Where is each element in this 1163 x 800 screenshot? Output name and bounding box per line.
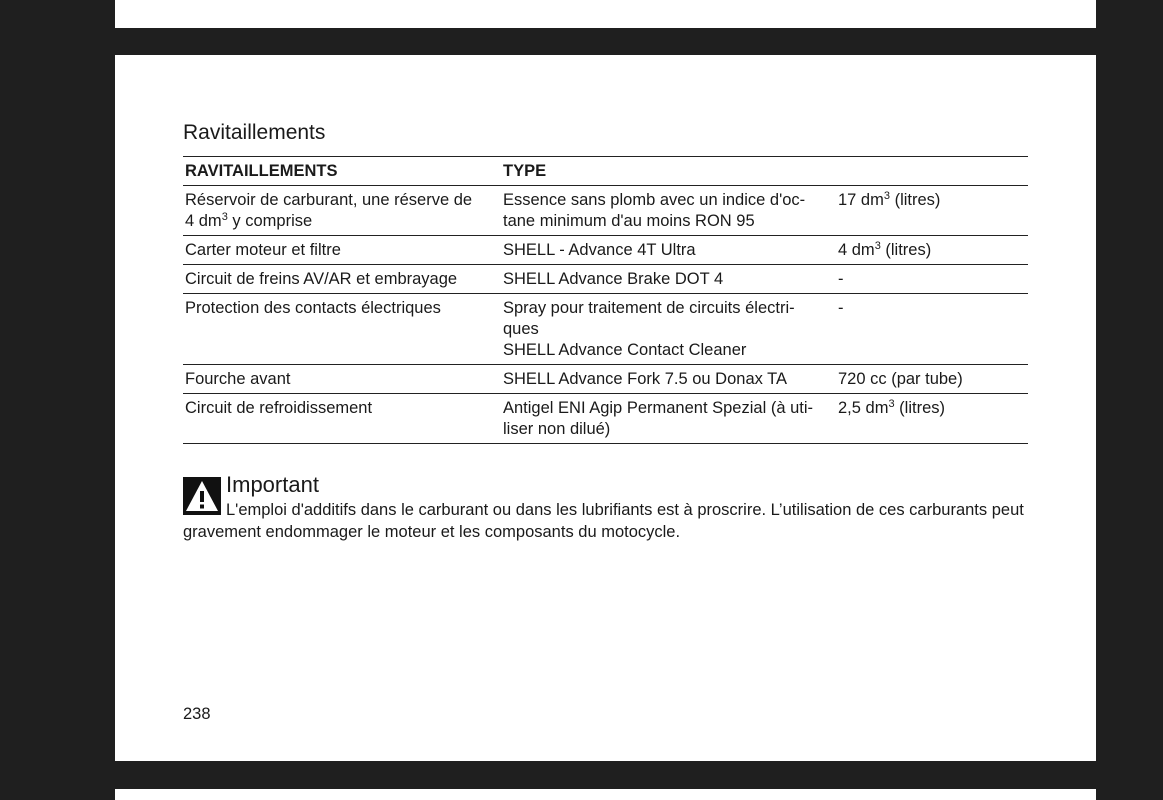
next-page-edge xyxy=(115,789,1096,800)
table-row xyxy=(183,186,1028,236)
cell-type: Antigel ENI Agip Permanent Spezial (à uti- liser non dilué) xyxy=(501,394,836,444)
cell-type: SHELL - Advance 4T Ultra xyxy=(501,236,836,265)
cell-quantity: - xyxy=(836,265,1028,294)
manual-page xyxy=(115,55,1096,761)
cell-quantity: 720 cc (par tube) xyxy=(836,365,1028,394)
cell-item: Fourche avant xyxy=(183,365,501,394)
cell-item: Carter moteur et filtre xyxy=(183,236,501,265)
cell-quantity: - xyxy=(836,294,1028,365)
table-row xyxy=(183,236,1028,265)
cell-quantity: 2,5 $dm^3$ (litres) xyxy=(836,394,1028,444)
cell-type: Spray pour traitement de circuits électri- ques SHELL Advance Contact Cleaner xyxy=(501,294,836,365)
cell-quantity: 17 $dm^3$ (litres) xyxy=(836,186,1028,236)
refuel-table xyxy=(183,156,1028,444)
table-row xyxy=(183,394,1028,444)
header-refuel: RAVITAILLEMENTS xyxy=(183,157,501,186)
cell-item: Protection des contacts électriques xyxy=(183,294,501,365)
table-row xyxy=(183,365,1028,394)
cell-type: Essence sans plomb avec un indice d'oc- tane minimum d'au moins RON 95 xyxy=(501,186,836,236)
page-number: 238 xyxy=(183,705,211,723)
cell-item: Circuit de refroidissement xyxy=(183,394,501,444)
cell-type: SHELL Advance Fork 7.5 ou Donax TA xyxy=(501,365,836,394)
table-row xyxy=(183,265,1028,294)
header-quantity xyxy=(836,157,1028,186)
header-type: TYPE xyxy=(501,157,836,186)
cell-item: Circuit de freins AV/AR et embrayage xyxy=(183,265,501,294)
important-text: L'emploi d'additifs dans le carburant ou dans les lubrifiants est à proscrire. L’utilisation de ces carburants peut gravement endommager le moteur et les composants du motocycle. xyxy=(183,501,1024,541)
cell-item: Réservoir de carburant, une réserve de 4 $dm^3$ y comprise xyxy=(183,186,501,236)
cell-type: SHELL Advance Brake DOT 4 xyxy=(501,265,836,294)
table-header-row xyxy=(183,157,1028,186)
table-row xyxy=(183,294,1028,365)
section-title: Ravitaillements xyxy=(183,121,326,144)
important-title: Important xyxy=(226,472,319,497)
previous-page-edge xyxy=(115,0,1096,28)
cell-quantity: 4 $dm^3$ (litres) xyxy=(836,236,1028,265)
